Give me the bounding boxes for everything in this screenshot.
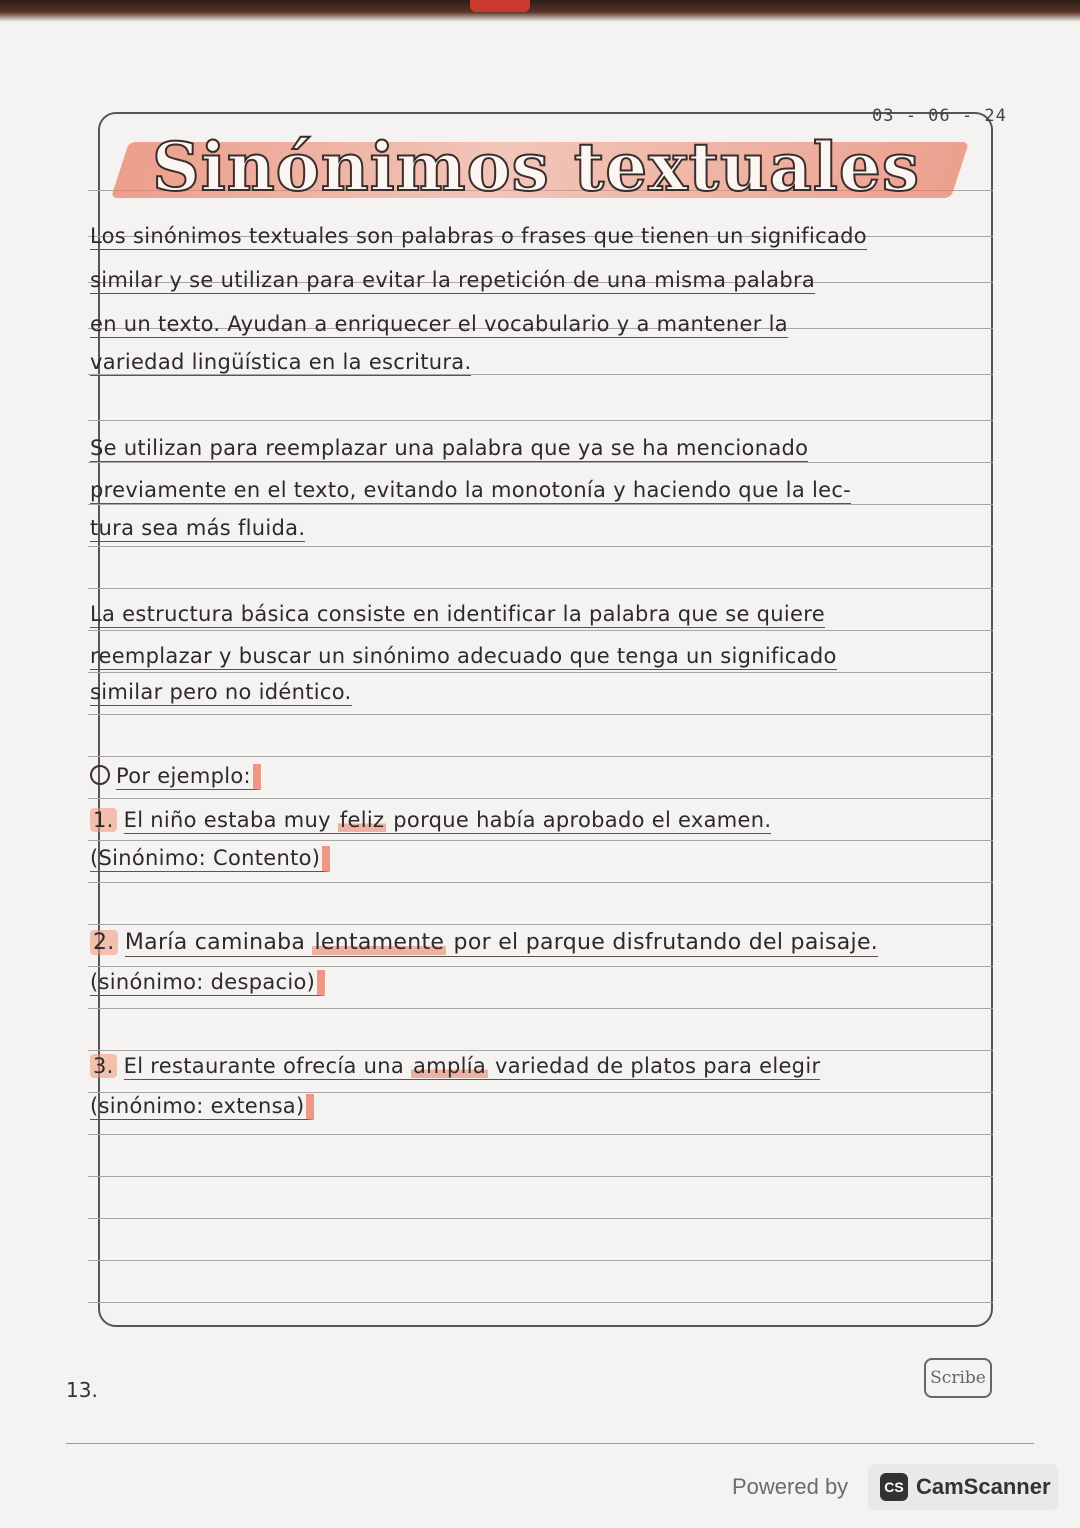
example-3: 3. El restaurante ofrecía una amplía variedad de platos para elegir [90, 1054, 980, 1078]
paragraph-3-line-2: reemplazar y buscar un sinónimo adecuado que tenga un significado [90, 644, 837, 668]
example-1-synonym: (Sinónimo: Contento) [90, 846, 980, 870]
example-2-keyword: lentamente [314, 930, 445, 955]
paragraph-1-line-3: en un texto. Ayudan a enriquecer el vocabulario y a mantener la [90, 312, 788, 336]
camscanner-badge [868, 1464, 1058, 1510]
page-title: Sinónimos textuales [151, 128, 921, 206]
example-1: 1. El niño estaba muy feliz porque había aprobado el examen. [90, 808, 980, 832]
scribe-stamp: Scribe [924, 1358, 992, 1398]
date: 03 - 06 - 24 [872, 106, 1007, 126]
paragraph-2-line-2: previamente en el texto, evitando la monotonía y haciendo que la lec- [90, 478, 852, 502]
example-3-keyword: amplía [413, 1054, 487, 1078]
camscanner-name: CamScanner [916, 1474, 1051, 1499]
paragraph-2-line-3: tura sea más fluida. [90, 516, 306, 540]
title-block [96, 118, 976, 218]
examples-heading: Por ejemplo: [90, 764, 980, 788]
example-2-synonym: (sinónimo: despacio) [90, 970, 980, 994]
page-bottom-edge [66, 1443, 1034, 1444]
paragraph-3-line-1: La estructura básica consiste en identificar la palabra que se quiere [90, 602, 825, 626]
paragraph-1-line-4: variedad lingüística en la escritura. [90, 350, 472, 374]
paragraph-1-line-1: Los sinónimos textuales son palabras o frases que tienen un significado [90, 224, 867, 248]
circle-bullet-icon [90, 765, 110, 785]
binding-clip [470, 0, 530, 12]
page-frame [98, 112, 993, 1327]
notebook-binding [0, 0, 1080, 22]
example-3-synonym: (sinónimo: extensa) [90, 1094, 980, 1118]
example-1-keyword: feliz [339, 808, 385, 832]
example-2: 2. María caminaba lentamente por el parque disfrutando del paisaje. [90, 930, 980, 955]
camscanner-logo-icon: CS [880, 1473, 908, 1501]
paragraph-3-line-3: similar pero no idéntico. [90, 680, 352, 704]
paragraph-1-line-2: similar y se utilizan para evitar la repetición de una misma palabra [90, 268, 816, 292]
powered-by-label: Powered by [732, 1474, 849, 1499]
paragraph-2-line-1: Se utilizan para reemplazar una palabra que ya se ha mencionado [90, 436, 809, 460]
page-number: 13. [66, 1378, 98, 1402]
